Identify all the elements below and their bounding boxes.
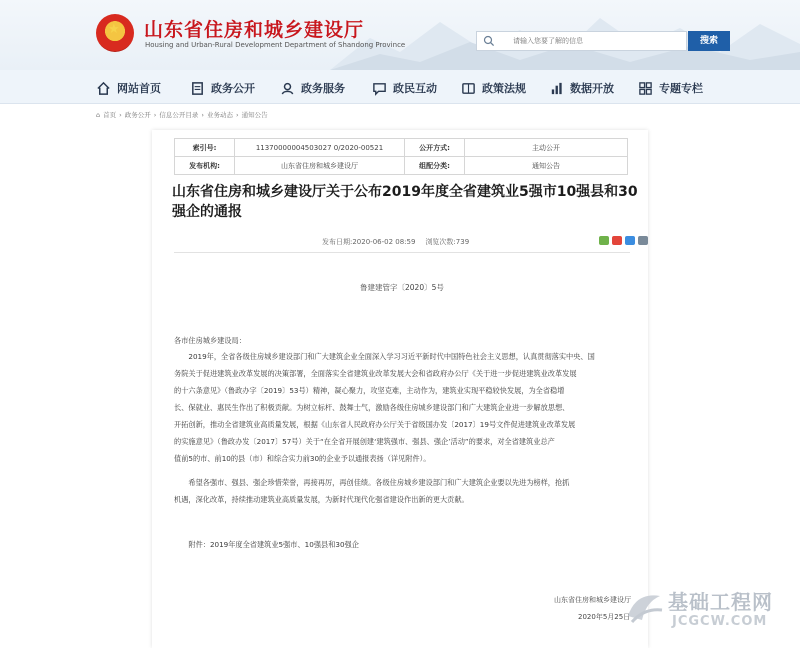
search-button[interactable]: 搜索	[688, 31, 730, 51]
nav-label: 数据开放	[570, 82, 614, 95]
salutation: 各市住房城乡建设局：	[174, 336, 246, 345]
qzone-share-icon[interactable]	[625, 236, 635, 245]
nav-label: 专题专栏	[659, 82, 703, 95]
paragraph-line: 开拓创新，推动全省建筑业高质量发展，根据《山东省人民政府办公厅关于省级国办发〔2017〕19号文件促进建筑业改革发展	[174, 420, 576, 429]
document-number: 鲁建建管字〔2020〕5号	[360, 283, 444, 292]
nav-item-gov-service[interactable]	[280, 79, 345, 97]
nav-item-gov-affairs[interactable]	[190, 79, 255, 97]
meta-issuer-value: 山东省住房和城乡建设厅	[235, 157, 405, 175]
paragraph-line: 值前5的市、前10的县（市）和综合实力前30的企业予以通报表扬（详见附件）。	[174, 454, 431, 463]
view-count: 浏览次数:739	[425, 238, 470, 246]
national-emblem-icon: ★	[96, 14, 134, 52]
nav-label: 政策法规	[482, 82, 526, 95]
meta-category-value: 通知公告	[465, 157, 628, 175]
divider	[174, 252, 630, 253]
paragraph-line: 的实施意见》（鲁政办发〔2017〕57号）关于“在全省开展创建‘建筑强市、强县、强企’活动”的要求，对全省建筑业总产	[174, 437, 555, 446]
nav-label: 政务公开	[211, 82, 255, 95]
breadcrumb-item[interactable]: 通知公告	[241, 111, 268, 119]
article-title: 山东省住房和城乡建设厅关于公布2019年度全省建筑业5强市10强县和30强企的通报	[172, 184, 638, 220]
paragraph-line: 务院关于促进建筑业改革发展的决策部署，全面落实全省建筑业改革发展大会和省政府办公厅《关于进一步促进建筑业改革发展	[174, 369, 577, 378]
watermark-title: 基础工程网	[668, 590, 773, 614]
search-input[interactable]	[513, 34, 683, 48]
site-subtitle: Housing and Urban-Rural Development Department of Shandong Province	[145, 41, 406, 49]
nav-label: 政民互动	[393, 82, 437, 95]
meta-index-value: 11370000004503027 0/2020-00521	[235, 139, 405, 157]
publish-date: 发布日期:2020-06-02 08:59	[322, 238, 416, 246]
signature: 山东省住房和城乡建设厅	[554, 596, 631, 604]
nav-label: 网站首页	[117, 82, 161, 95]
breadcrumb-item[interactable]: 信息公开目录	[159, 111, 199, 119]
nav-item-policy[interactable]	[461, 79, 526, 97]
attachment-link[interactable]: 附件：2019年度全省建筑业5强市、10强县和30强企	[174, 540, 359, 549]
breadcrumb-item[interactable]: 业务动态	[206, 111, 233, 119]
publish-info	[322, 237, 469, 247]
search-icon	[483, 35, 495, 47]
search-box	[476, 31, 687, 51]
home-icon	[96, 81, 111, 96]
watermark-logo-icon	[622, 586, 666, 630]
paragraph-line: 2019年，全省各级住房城乡建设部门和广大建筑企业全面深入学习习近平新时代中国特色社会主义思想，认真贯彻落实中央、国	[174, 352, 595, 361]
watermark-url: JCGCW.COM	[672, 614, 768, 629]
nav-item-open-data[interactable]	[549, 79, 614, 97]
meta-label: 索引号:	[175, 139, 235, 157]
nav-item-topics[interactable]	[638, 79, 703, 97]
data-icon	[549, 81, 564, 96]
breadcrumb: ⌂ 首页 › 政务公开 › 信息公开目录 › 业务动态 › 通知公告	[96, 110, 268, 119]
share-bar	[599, 236, 648, 245]
weibo-share-icon[interactable]	[612, 236, 622, 245]
service-icon	[280, 81, 295, 96]
nav-item-home[interactable]	[96, 79, 161, 97]
breadcrumb-item[interactable]: 首页	[103, 111, 117, 119]
signature-date: 2020年5月25日	[578, 613, 631, 621]
article-meta-table	[174, 138, 628, 175]
paragraph-line: 长、保就业、惠民生作出了积极贡献。为树立标杆、鼓舞士气，激励各级住房城乡建设部门和广大建筑企业进一步解放思想、	[174, 403, 570, 412]
breadcrumb-item[interactable]: 政务公开	[124, 111, 151, 119]
law-icon	[461, 81, 476, 96]
meta-label: 公开方式:	[405, 139, 465, 157]
topic-icon	[638, 81, 653, 96]
meta-public-value: 主动公开	[465, 139, 628, 157]
paragraph-line: 的十六条意见》（鲁政办字〔2019〕53号）精神，凝心聚力，攻坚克难，主动作为，建筑业实现平稳较快发展，为全省稳增	[174, 386, 565, 395]
wechat-share-icon[interactable]	[599, 236, 609, 245]
site-header	[0, 0, 800, 70]
paragraph-line: 机遇，深化改革，持续推动建筑业高质量发展，为新时代现代化强省建设作出新的更大贡献。	[174, 495, 469, 504]
paragraph-line: 希望各强市、强县、强企珍惜荣誉，再接再厉，再创佳绩。各级住房城乡建设部门和广大建筑企业要以先进为榜样，抢抓	[174, 478, 570, 487]
meta-label: 发布机构:	[175, 157, 235, 175]
breadcrumb-home-icon: ⌂	[96, 110, 101, 119]
meta-label: 组配分类:	[405, 157, 465, 175]
document-icon	[190, 81, 205, 96]
nav-item-interaction[interactable]	[372, 79, 437, 97]
nav-label: 政务服务	[301, 82, 345, 95]
main-nav	[0, 70, 800, 104]
site-title: 山东省住房和城乡建设厅	[144, 19, 365, 41]
chat-icon	[372, 81, 387, 96]
print-icon[interactable]	[638, 236, 648, 245]
